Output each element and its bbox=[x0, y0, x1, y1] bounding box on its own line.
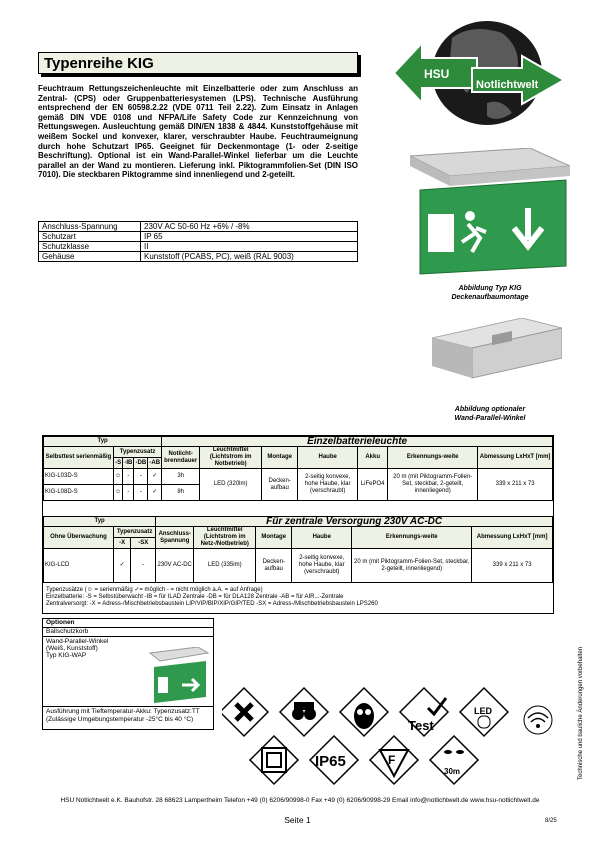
spec-table bbox=[38, 221, 358, 262]
col-ab: -AB bbox=[148, 458, 162, 469]
spec-key: Schutzklasse bbox=[39, 242, 141, 252]
col-ib: -IB bbox=[123, 458, 134, 469]
cell-ib: - bbox=[123, 469, 134, 485]
page-title-box bbox=[38, 52, 358, 74]
col-x: -X bbox=[114, 538, 131, 549]
spec-row bbox=[39, 242, 358, 252]
owl-icon bbox=[340, 688, 388, 736]
col-sx: -SX bbox=[131, 538, 156, 549]
cell-ab: ✓ bbox=[148, 469, 162, 485]
cell-akku: LiFePO4 bbox=[358, 469, 388, 501]
col-abmessung: Abmessung LxHxT [mm] bbox=[472, 527, 553, 549]
spec-key: Gehäuse bbox=[39, 252, 141, 262]
cell-erkennung: 20 m (mit Piktogramm-Folien-Set, steckbar, 2-geteilt, innenliegend) bbox=[388, 469, 478, 501]
hsu-logo bbox=[392, 18, 567, 128]
spec-key: Schutzart bbox=[39, 232, 141, 242]
ip65-label: IP65 bbox=[315, 753, 346, 770]
cell-montage: Decken-aufbau bbox=[262, 469, 298, 501]
wall-caption-line: Abbildung optionaler bbox=[454, 406, 526, 413]
ip65-icon bbox=[310, 736, 358, 784]
col-haube: Haube bbox=[298, 447, 358, 469]
option-wap bbox=[43, 637, 213, 707]
type-legend bbox=[46, 587, 551, 608]
test-icon bbox=[400, 688, 448, 736]
legend-line: Typenzusätze (☺ = serienmäßig ✓= möglich - = nicht möglich a.A. = auf Anfrage) bbox=[46, 587, 263, 593]
spec-value: II bbox=[141, 242, 358, 252]
lamp-ceiling-image bbox=[410, 148, 570, 278]
legend-line: Zentralversorgt: -X = Adress-/Mischbetriebsbaustein LIP/VIP/BIP/XIP/GIP/TED -SX = Adress-/Mischbetriebsbaustein LPS260 bbox=[46, 601, 378, 607]
cell-leuchtmittel: LED (320lm) bbox=[200, 469, 262, 501]
spec-row bbox=[39, 252, 358, 262]
option-ballschutzkorb: Ballschutzkorb bbox=[43, 628, 213, 637]
cell-erkennung: 20 m (mit Piktogramm-Folien-Set, steckbar, 2-geteilt, innenliegend) bbox=[352, 549, 472, 583]
cell-x: ✓ bbox=[114, 549, 131, 583]
tt-line: (Zulässige Umgebungstemperatur -25°C bis 40 °C) bbox=[46, 716, 194, 723]
band-zentral: Für zentrale Versorgung 230V AC-DC bbox=[156, 517, 553, 527]
cell-db: - bbox=[134, 469, 148, 485]
f-mark-icon bbox=[370, 736, 418, 784]
double-insulation-icon bbox=[250, 736, 298, 784]
band-einzelbatterie: Einzelbatterieleuchte bbox=[162, 437, 553, 447]
led-icon bbox=[460, 688, 508, 736]
battery-type-table bbox=[43, 436, 553, 501]
col-montage: Montage bbox=[262, 447, 298, 469]
logo-notlichtwelt: Notlichtwelt bbox=[476, 79, 539, 91]
wap-line: (Weiß, Kunststoff) bbox=[46, 645, 98, 652]
cell-s: ☺ bbox=[114, 485, 123, 501]
col-leuchtmittel: Leuchtmittel (Lichtstrom im Netz-/Notbetrieb) bbox=[194, 527, 256, 549]
wall-caption bbox=[400, 405, 580, 423]
cell-abmessung: 339 x 211 x 73 bbox=[478, 469, 553, 501]
spec-row bbox=[39, 232, 358, 242]
lamp-caption-line: Deckenaufbaumontage bbox=[451, 294, 529, 301]
test-label: Test bbox=[408, 718, 434, 733]
col-typenzusatz: Typenzusatz bbox=[114, 527, 156, 538]
col-erkennung: Erkennungs-weite bbox=[388, 447, 478, 469]
spec-row bbox=[39, 222, 358, 232]
table-row bbox=[44, 549, 553, 583]
led-label: LED bbox=[474, 706, 492, 716]
type-name: KIG-L03D-S bbox=[44, 469, 114, 485]
page-label: Seite 1 bbox=[284, 815, 311, 825]
wap-line: Typ KIG-WAP bbox=[46, 652, 87, 659]
cell-ab: ✓ bbox=[148, 485, 162, 501]
col-anschluss: Anschluss-Spannung bbox=[156, 527, 194, 549]
col-erkennung: Erkennungs-weite bbox=[352, 527, 472, 549]
wall-bracket-image bbox=[432, 318, 562, 398]
x-icon bbox=[222, 688, 268, 736]
wap-line: Wand-Parallel-Winkel bbox=[46, 638, 109, 645]
col-abmessung: Abmessung LxHxT [mm] bbox=[478, 447, 553, 469]
cell-haube: 2-seitig konvexe, hohe Haube, klar (verschraubt) bbox=[292, 549, 352, 583]
wall-caption-line: Wand-Parallel-Winkel bbox=[454, 415, 526, 422]
cell-leuchtmittel: LED (335lm) bbox=[194, 549, 256, 583]
cell-s: ☺ bbox=[114, 469, 123, 485]
lamp-caption-line: Abbildung Typ KIG bbox=[458, 285, 522, 292]
page-title: Typenreihe KIG bbox=[44, 55, 154, 72]
cell-montage: Decken-aufbau bbox=[256, 549, 292, 583]
cell-db: - bbox=[134, 485, 148, 501]
distance-label: 30m bbox=[444, 767, 461, 776]
type-name: KIG-LCD bbox=[44, 549, 114, 583]
vertical-disclaimer: Technische und bauliche Änderungen vorbehalten bbox=[578, 646, 584, 780]
distance-icon bbox=[430, 736, 478, 784]
wap-image bbox=[148, 647, 210, 705]
col-akku: Akku bbox=[358, 447, 388, 469]
cell-spannung: 230V AC-DC bbox=[156, 549, 194, 583]
page-number: 8/25 bbox=[545, 818, 557, 824]
product-description: Feuchtraum Rettungszeichenleuchte mit Einzelbatterie oder zum Anschluss an Zentral- (CPS) oder Gruppenbatteriesystemen (LPS). Technische Ausführung entsprechend der EN 60598.2.22 (VDE 0711 Teil 2.22). Zum Einsatz in Anlagen gemäß DIN VDE 0108 und NFPA/Life Safety Code zur Kennzeichnung von Rettungswegen. Ausleuchtung gemäß DIN/EN 1838 & 4844. Kunststoffgehäuse mit weißem Sockel und konvexer, klarer, verschraubter Haube. Feuchtraumeignung durch hohe Schutzart IP65. Geeignet für Deckenmontage (1- oder 2-seitige Beschriftung). Optional ist ein Wand-Parallel-Winkel lieferbar um die Leuchte parallel an der Wand zu montieren. Lieferung inkl. Piktogrammfolien-Set (DIN ISO 7010). Die steckbaren Piktogramme sind innenliegend und 2-geteilt. bbox=[38, 84, 358, 180]
col-typenzusatz: Typenzusatz bbox=[114, 447, 162, 458]
col-ohne: Ohne Überwachung bbox=[44, 527, 114, 549]
cell-ib: - bbox=[123, 485, 134, 501]
central-type-table bbox=[43, 516, 553, 583]
options-box bbox=[42, 618, 214, 730]
col-typ: Typ bbox=[44, 437, 162, 447]
col-leuchtmittel: Leuchtmittel (Lichtstrom im Notbetrieb) bbox=[200, 447, 262, 469]
col-haube: Haube bbox=[292, 527, 352, 549]
company-footer: HSU Notlichtwelt e.K. Bauhofstr. 28 68623 Lampertheim Telefon +49 (0) 6206/90998-0 Fax +49 (0) 6206/90998-29 Email info@notlichtwelt.de www.hsu-notlichtwelt.de bbox=[60, 797, 540, 804]
table-row bbox=[44, 469, 553, 485]
feature-icons bbox=[222, 678, 562, 786]
col-notlicht: Notlicht-brenndauer bbox=[162, 447, 200, 469]
type-name: KIG-L08D-S bbox=[44, 485, 114, 501]
options-title: Optionen bbox=[43, 619, 213, 628]
spec-value: IP 65 bbox=[141, 232, 358, 242]
option-tt bbox=[43, 707, 213, 725]
col-montage: Montage bbox=[256, 527, 292, 549]
f-label: F bbox=[388, 753, 396, 767]
wifi-icon bbox=[524, 706, 552, 734]
lamp-caption bbox=[400, 284, 580, 302]
col-db: -DB bbox=[134, 458, 148, 469]
cell-dauer: 3h bbox=[162, 469, 200, 485]
spec-key: Anschluss-Spannung bbox=[39, 222, 141, 232]
spec-value: 230V AC 50-60 Hz +6% / -8% bbox=[141, 222, 358, 232]
spec-value: Kunststoff (PCABS, PC), weiß (RAL 9003) bbox=[141, 252, 358, 262]
cell-abmessung: 339 x 211 x 73 bbox=[472, 549, 553, 583]
cell-dauer: 8h bbox=[162, 485, 200, 501]
cell-haube: 2-seitig konvexe, hohe Haube, klar (verschraubt) bbox=[298, 469, 358, 501]
col-selbsttest: Selbsttest serienmäßig bbox=[44, 447, 114, 469]
legend-line: Einzelbatterie: -S = Selbstüberwacht -IB = für ILAD Zentrale -DB = für DLA128 Zentrale -AB = für AIR...-Zentrale bbox=[46, 594, 344, 600]
col-typ: Typ bbox=[44, 517, 156, 527]
logo-hsu: HSU bbox=[424, 67, 450, 81]
binoculars-icon bbox=[280, 688, 328, 736]
tt-line: Ausführung mit Tieftemperatur-Akku: Typenzusatz:TT bbox=[46, 708, 200, 715]
cell-sx: - bbox=[131, 549, 156, 583]
col-s: -S bbox=[114, 458, 123, 469]
